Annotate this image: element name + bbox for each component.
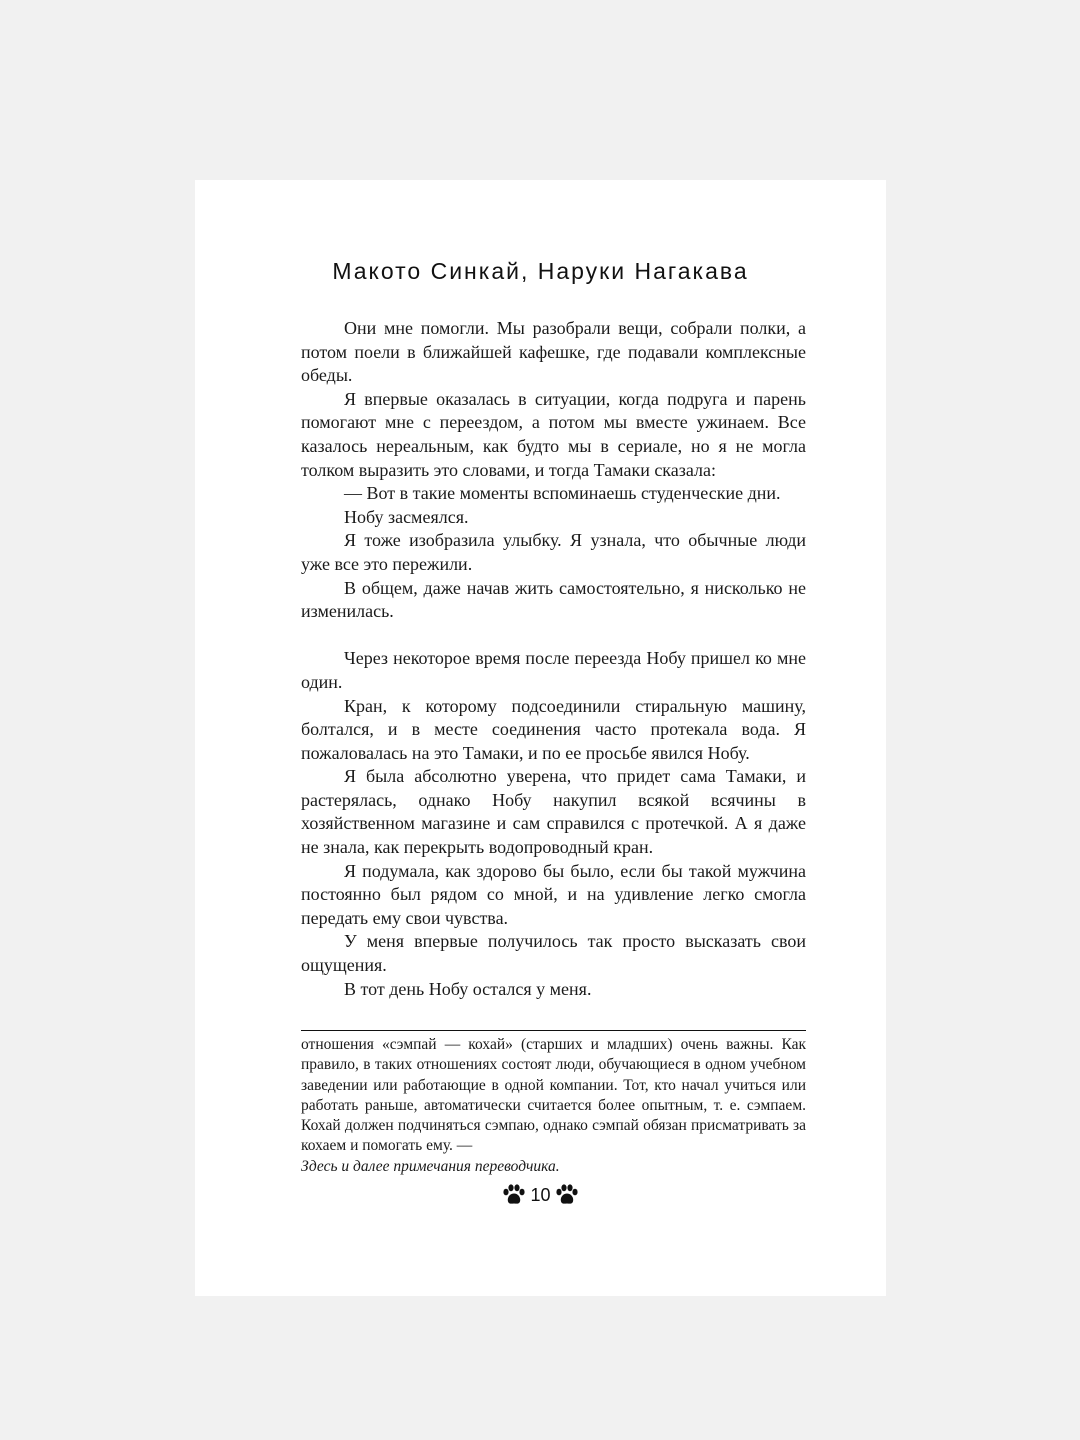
footnote-attribution: Здесь и далее примечания переводчика.	[301, 1157, 560, 1175]
paragraph: Кран, к которому подсоединили стиральную машину, болтался, и в месте соединения часто протекала вода. Я пожаловалась на это Тамаки, и по ее просьбе явился Нобу.	[301, 695, 806, 763]
paragraph: В тот день Нобу остался у меня.	[344, 978, 592, 999]
paragraph: Нобу засмеялся.	[344, 506, 469, 527]
paragraph: Я подумала, как здорово бы было, если бы такой мужчина постоянно был рядом со мной, и на удивление легко смогла передать ему свои чувства.	[301, 860, 806, 928]
paragraph: Они мне помогли. Мы разобрали вещи, собрали полки, а потом поели в ближайшей кафешке, где подавали комплексные обеды.	[301, 318, 806, 386]
paw-print-icon	[555, 1184, 579, 1206]
paragraph: Я тоже изобразила улыбку. Я узнала, что обычные люди уже все это пережили.	[301, 530, 806, 574]
body-text	[301, 317, 806, 1001]
footnote-text: отношения «сэмпай — кохай» (старших и младших) очень важны. Как правило, в таких отношениях состоят люди, обучающиеся в одном учебном заведении или работающие в одной компании. Тот, кто начал учиться или работать раньше, автоматически считается более опытным, т. е. сэмпаем. Кохай должен подчиняться сэмпаю, однако сэмпай обязан присматривать за кохаем и помогать ему. —	[301, 1036, 806, 1155]
paragraph: Через некоторое время после переезда Нобу пришел ко мне один.	[301, 648, 806, 692]
page-number-block	[195, 1184, 886, 1206]
footnote	[301, 1035, 806, 1177]
paragraph: Я была абсолютно уверена, что придет сама Тамаки, и растерялась, однако Нобу накупил всякой всячины в хозяйственном магазине и сам справился с протечкой. А я даже не знала, как перекрыть водопроводный кран.	[301, 766, 806, 858]
footnote-divider	[301, 1030, 806, 1031]
paragraph: В общем, даже начав жить самостоятельно, я нисколько не изменилась.	[301, 577, 806, 622]
book-page	[195, 180, 886, 1296]
paragraph: У меня впервые получилось так просто высказать свои ощущения.	[301, 931, 806, 976]
page-number: 10	[530, 1184, 551, 1205]
paragraph: — Вот в такие моменты вспоминаешь студенческие дни.	[344, 483, 781, 504]
paw-print-icon	[502, 1184, 526, 1206]
paragraph: Я впервые оказалась в ситуации, когда подруга и парень помогают мне с переездом, а потом мы вместе ужинаем. Все казалось нереальным, как будто мы в сериале, но я не могла толком выразить это словами, и тогда Тамаки сказала:	[301, 388, 806, 480]
running-header: Макото Синкай, Наруки Нагакава	[332, 258, 749, 284]
